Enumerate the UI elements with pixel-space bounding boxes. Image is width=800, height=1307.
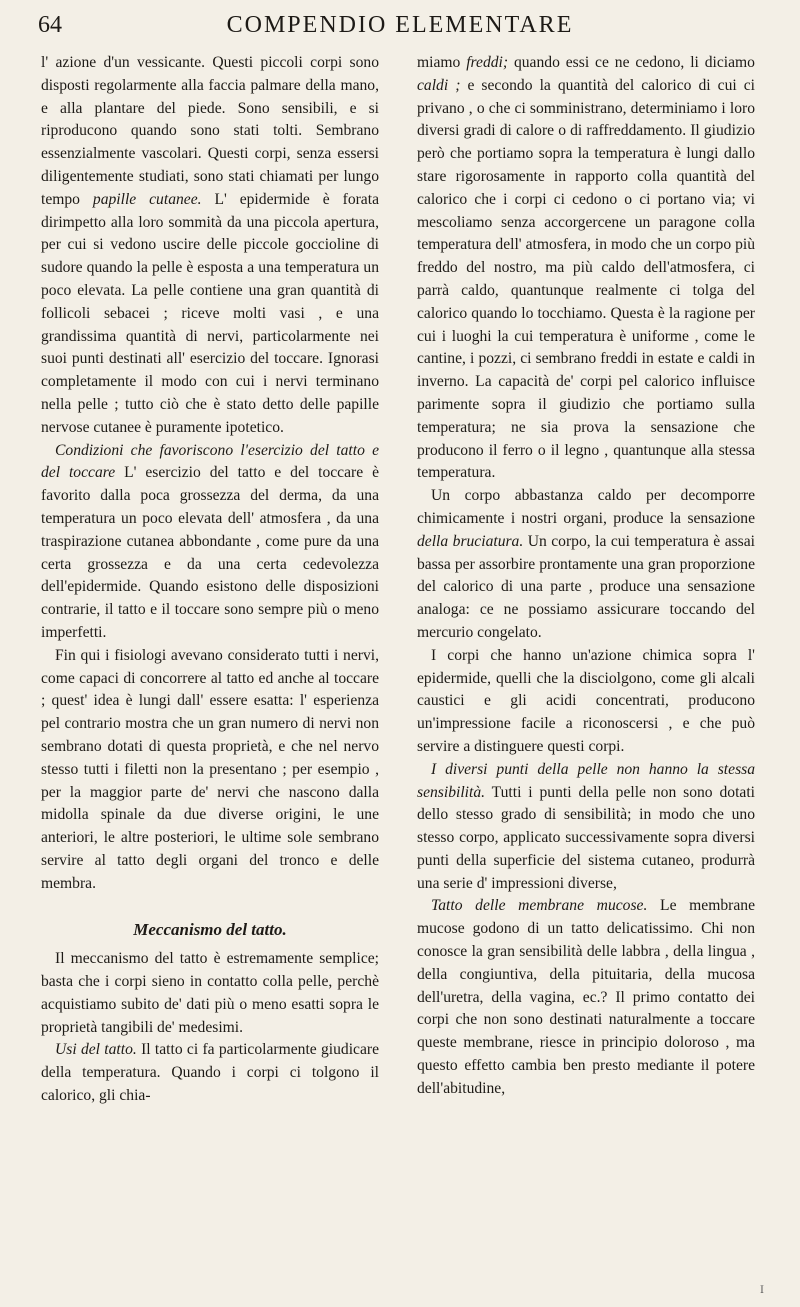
paragraph: Il meccanismo del tatto è estremamente semplice; basta che i corpi sieno in contatto colla pelle, perchè acquistiamo subito de' dati più o meno esatti sopra le proprietà tangibili de' medesimi. — [41, 950, 379, 1036]
page-header — [38, 10, 762, 44]
paragraph: Usi del tatto. Il tatto ci fa particolarmente giudicare della temperatura. Quando i corpi ci tolgono il calorico, gli chia- — [41, 1041, 380, 1105]
paragraph-heading: Condizioni che favoriscono l'esercizio del tatto e del toccare — [41, 441, 379, 482]
paragraph-heading: I diversi punti della pelle non hanno la stessa sensibilità. — [417, 760, 755, 801]
paragraph: Fin qui i fisiologi avevano considerato tutti i nervi, come capaci di concorrere al tatto ed anche al toccare ; quest' idea è lungi dall' essere esatta: l' esperienza pel contrario mostra che un gran numero di nervi non sembrano dotati di questa proprietà, e che nel nervo stesso tutti i filetti non la presentano ; per esempio , per la maggior parte de' nervi che nascono dalla midolla spinale da due diverse origini, le une anteriori, le altre posteriori, le ultime sole sembrano servire al tatto degli organi del tronco e delle membra. — [41, 646, 379, 892]
running-title: COMPENDIO ELEMENTARE — [226, 12, 574, 38]
signature-mark: I — [760, 1285, 764, 1296]
paragraph: I diversi punti della pelle non hanno la stessa sensibilità. Tutti i punti della pelle non sono dotati dello stesso grado di sensibilità; in modo che uno stesso corpo, applicato successivamente sopra diversi punti della superficie del sistema cutaneo, produrrà una serie d' impressioni diverse, — [417, 760, 755, 892]
page-number: 64 — [38, 12, 62, 38]
paragraph: I corpi che hanno un'azione chimica sopra l' epidermide, quelli che la disciolgono, come gli alcali caustici e gli acidi concentrati, producono un'impressione facile a riconoscersi , e che può servire a distinguere questi corpi. — [417, 646, 755, 755]
paragraph-heading: Usi del tatto. — [55, 1041, 137, 1059]
paragraph: Tatto delle membrane mucose. Le membrane mucose godono di un tatto delicatissimo. Chi non conosce la gran sensibilità delle labbra , della lingua , della congiuntiva, della pituitaria, della mucosa dell'uretra, della vagina, ec.? Il primo contatto dei corpi che non sono destinati naturalmente a toccare queste membrane, riesce in principio doloroso , ma questo effetto cambia ben presto mediante il potere dell'abitudine, — [417, 897, 755, 1097]
paragraph: miamo freddi; quando essi ce ne cedono, li diciamo caldi ; e secondo la quantità del calorico di cui ci privano , o che ci somministrano, determiniamo i loro diversi gradi di calore o di raffreddamento. Il giudizio però che portiamo sopra la temperatura è lungi dallo stare rigorosamente in rapporto colla quantità del calorico che i corpi ci cedono o ci portano via; vi mescoliamo senza accorgercene un paragone colla temperatura dell' atmosfera, in modo che un corpo più freddo del nostro, ma più caldo dell'atmosfera, ci parrà caldo, quantunque realmente ci tolga del calorico quando lo tocchiamo. Questa è la ragione per cui i luoghi la cui temperatura è uniforme , come le cantine, i pozzi, ci sembrano freddi in estate e caldi in inverno. La capacità de' corpi pel calorico influisce parimente sopra il giudizio che portiamo sulla temperatura; ne sia prova la sensazione che producono il ferro o il legno , quantunque alla stessa temperatura. — [417, 54, 755, 482]
paragraph-heading: Tatto delle membrane mucose. — [431, 897, 648, 915]
right-column — [417, 52, 755, 1101]
section-title: Meccanismo del tatto. — [133, 920, 287, 940]
paragraph: l' azione d'un vessicante. Questi piccoli corpi sono disposti regolarmente alla faccia palmare della mano, e alla plantare del piede. Sono sensibili, e si riproducono quando sono stati tolti. Sembrano essenzialmente vascolari. Questi corpi, senza essersi diligentemente studiati, sono stati chiamati per lungo tempo papille cutanee. L' epidermide è forata dirimpetto alla loro sommità da una piccola apertura, per cui si vedono uscire delle piccole goccioline di sudore quando la pelle è esposta a una temperatura un poco elevata. La pelle contiene una gran quantità di follicoli sebacei ; riceve molti vasi , e una grandissima quantità di nervi, particolarmente nei suoi punti destinati all' esercizio del toccare. Ignorasi completamente il modo con cui i nervi terminano nella pelle ; tutto ciò che è stato detto delle papille nervose cutanee è puramente ipotetico. — [41, 54, 379, 436]
left-column — [41, 52, 379, 1108]
paragraph: Un corpo abbastanza caldo per decomporre chimicamente i nostri organi, produce la sensazione della bruciatura. Un corpo, la cui temperatura è assai bassa per assorbire prontamente una gran proporzione del calorico di una parte , produce una sensazione analoga: ce ne possiamo assicurare toccando del mercurio congelato. — [417, 487, 756, 641]
paragraph: Condizioni che favoriscono l'esercizio del tatto e del toccare L' esercizio del tatto e del toccare è favorito dalla poca grossezza del derma, da una temperatura un poco elevata dell' atmosfera , da una traspirazione cutanea abbondante , come pure da una certa grossezza e da una certa cedevolezza dell'epidermide. Quando esistono delle disposizioni contrarie, il tatto e il toccare sono sempre più o meno imperfetti. — [41, 441, 379, 641]
